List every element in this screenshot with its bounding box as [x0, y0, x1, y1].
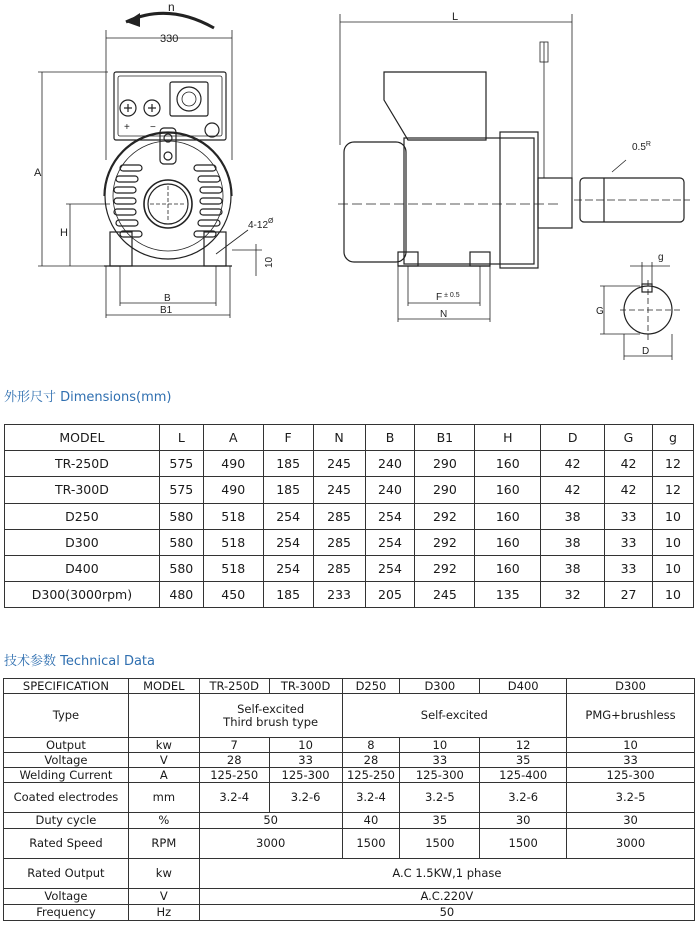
model-d300: D300: [400, 679, 480, 694]
rated-output-label: Rated Output: [4, 859, 129, 889]
dimensions-value-cell: 254: [263, 555, 313, 581]
dimensions-value-cell: 292: [415, 555, 475, 581]
dimensions-value-cell: 160: [475, 529, 541, 555]
header-b1: B1: [415, 425, 475, 451]
duty-d300: 35: [400, 813, 480, 829]
tr-type-cell: [199, 694, 342, 738]
dimensions-value-cell: 490: [203, 477, 263, 503]
duty-d250: 40: [342, 813, 400, 829]
tech-row-value: 3.2-6: [269, 783, 342, 813]
dimensions-value-cell: 185: [263, 477, 313, 503]
foot-thickness-label: 10: [264, 256, 275, 268]
dimensions-row: [5, 529, 694, 555]
header-g-upper: G: [605, 425, 653, 451]
aux-voltage-value: A.C.220V: [199, 889, 694, 905]
rated-output-value: A.C 1.5KW,1 phase: [199, 859, 694, 889]
speed-label: Rated Speed: [4, 829, 129, 859]
dimensions-value-cell: 42: [605, 477, 653, 503]
dimensions-value-cell: 32: [541, 582, 605, 608]
dimensions-value-cell: 160: [475, 555, 541, 581]
length-l-label: L: [452, 11, 459, 23]
tech-row-value: 3.2-4: [199, 783, 269, 813]
dimensions-value-cell: 518: [203, 529, 263, 555]
dimensions-value-cell: 160: [475, 477, 541, 503]
rated-output-row: [4, 859, 695, 889]
dimensions-table: [4, 424, 694, 608]
dimensions-value-cell: 10: [652, 529, 693, 555]
header-d: D: [541, 425, 605, 451]
technical-table: [3, 678, 695, 921]
dimensions-value-cell: 480: [159, 582, 203, 608]
technical-title: 技术参数 Technical Data: [4, 654, 155, 669]
model-tr250d: TR-250D: [199, 679, 269, 694]
shaft-detail: [574, 141, 690, 360]
spec-header: SPECIFICATION: [4, 679, 129, 694]
dimensions-value-cell: 292: [415, 529, 475, 555]
d-type-cell: Self-excited: [342, 694, 567, 738]
dimensions-value-cell: 518: [203, 555, 263, 581]
dimensions-value-cell: 575: [159, 477, 203, 503]
frequency-row: [4, 905, 695, 921]
key-g-label: G: [596, 306, 604, 317]
dimensions-value-cell: 240: [365, 451, 415, 477]
dimensions-value-cell: 580: [159, 503, 203, 529]
header-n: N: [313, 425, 365, 451]
tr-type-line2: Third brush type: [223, 714, 319, 729]
model-header: MODEL: [128, 679, 199, 694]
header-b: B: [365, 425, 415, 451]
tech-row: [4, 783, 695, 813]
frequency-label: Frequency: [4, 905, 129, 921]
dimensions-value-cell: 185: [263, 451, 313, 477]
dimensions-value-cell: 12: [652, 451, 693, 477]
dimensions-value-cell: 10: [652, 582, 693, 608]
dimensions-value-cell: 290: [415, 477, 475, 503]
header-a: A: [203, 425, 263, 451]
frequency-unit: Hz: [128, 905, 199, 921]
dimensions-value-cell: 292: [415, 503, 475, 529]
aux-voltage-row: [4, 889, 695, 905]
tech-row-label: Coated electrodes: [4, 783, 129, 813]
tech-row-value: 3.2-4: [342, 783, 400, 813]
dimensions-value-cell: 38: [541, 529, 605, 555]
dimensions-value-cell: 254: [263, 503, 313, 529]
dimensions-value-cell: 185: [263, 582, 313, 608]
height-a-label: A: [34, 167, 42, 179]
dimensions-value-cell: 245: [313, 451, 365, 477]
dimensions-value-cell: 245: [313, 477, 365, 503]
tech-row-value: 3.2-6: [480, 783, 567, 813]
dimensions-value-cell: 285: [313, 503, 365, 529]
dimensions-row: [5, 555, 694, 581]
tech-row-value: 33: [269, 753, 342, 768]
duty-row: [4, 813, 695, 829]
duty-label: Duty cycle: [4, 813, 129, 829]
tech-row-label: Voltage: [4, 753, 129, 768]
dimensions-value-cell: 254: [263, 529, 313, 555]
dimensions-value-cell: 518: [203, 503, 263, 529]
width-dim-label: 330: [160, 33, 179, 45]
duty-pmg: 30: [567, 813, 695, 829]
header-h: H: [475, 425, 541, 451]
header-f: F: [263, 425, 313, 451]
tech-row: [4, 768, 695, 783]
dim-f-label: F $^{\pm 0.5}$: [436, 292, 460, 303]
speed-unit: RPM: [128, 829, 199, 859]
dimensions-value-cell: 254: [365, 529, 415, 555]
tech-row-value: 33: [567, 753, 695, 768]
tech-row-value: 125-250: [199, 768, 269, 783]
side-view: [338, 11, 572, 322]
tech-simple-rows: [4, 738, 695, 813]
tech-row-value: 125-300: [400, 768, 480, 783]
shaft-radius-label: $0.5^R$: [632, 141, 651, 153]
model-d300-pmg: D300: [567, 679, 695, 694]
duty-tr: 50: [199, 813, 342, 829]
dimensions-value-cell: 33: [605, 555, 653, 581]
header-g-lower: g: [652, 425, 693, 451]
dimensions-value-cell: 580: [159, 529, 203, 555]
tech-header-row: [4, 679, 695, 694]
tech-row-label: Output: [4, 738, 129, 753]
tech-row-value: 28: [199, 753, 269, 768]
aux-voltage-unit: V: [128, 889, 199, 905]
dimensions-title: 外形尺寸 Dimensions(mm): [4, 390, 172, 405]
dimensions-value-cell: 285: [313, 555, 365, 581]
tech-row-label: Welding Current: [4, 768, 129, 783]
tech-row-value: 3.2-5: [400, 783, 480, 813]
type-row: [4, 694, 695, 738]
dimensions-row: [5, 477, 694, 503]
model-d250: D250: [342, 679, 400, 694]
tech-row-value: 8: [342, 738, 400, 753]
tech-row-unit: mm: [128, 783, 199, 813]
dimensions-model-cell: D300: [5, 529, 160, 555]
dimensions-value-cell: 42: [541, 477, 605, 503]
dimensions-model-cell: D400: [5, 555, 160, 581]
dimensions-value-cell: 42: [541, 451, 605, 477]
dimensions-value-cell: 10: [652, 555, 693, 581]
height-h-label: H: [60, 227, 68, 239]
dimensions-value-cell: 38: [541, 503, 605, 529]
tech-row-unit: A: [128, 768, 199, 783]
tech-row-value: 7: [199, 738, 269, 753]
speed-d250: 1500: [342, 829, 400, 859]
tech-row: [4, 753, 695, 768]
svg-text:+: +: [124, 122, 130, 133]
tech-row-value: 10: [567, 738, 695, 753]
pmg-type-cell: PMG+brushless: [567, 694, 695, 738]
header-l: L: [159, 425, 203, 451]
dimensions-row: [5, 503, 694, 529]
dimensions-row: [5, 582, 694, 608]
front-view: [34, 0, 275, 318]
tech-row-value: 125-300: [567, 768, 695, 783]
tech-row-value: 125-400: [480, 768, 567, 783]
base-b1-label: B1: [160, 305, 173, 316]
speed-d300: 1500: [400, 829, 480, 859]
dimensions-value-cell: 245: [415, 582, 475, 608]
dimensions-value-cell: 490: [203, 451, 263, 477]
dimensions-value-cell: 10: [652, 503, 693, 529]
tech-row-value: 3.2-5: [567, 783, 695, 813]
tech-row-value: 10: [400, 738, 480, 753]
technical-drawing: [0, 0, 697, 380]
dimensions-value-cell: 160: [475, 451, 541, 477]
tech-row-unit: V: [128, 753, 199, 768]
dimensions-header-row: [5, 425, 694, 451]
dim-n-label: N: [440, 309, 448, 320]
rated-output-unit: kw: [128, 859, 199, 889]
rotation-label: n: [168, 0, 175, 14]
dimensions-value-cell: 42: [605, 451, 653, 477]
dimensions-model-cell: D250: [5, 503, 160, 529]
dimensions-value-cell: 254: [365, 555, 415, 581]
tech-row-value: 28: [342, 753, 400, 768]
dimensions-value-cell: 135: [475, 582, 541, 608]
duty-d400: 30: [480, 813, 567, 829]
tech-row: [4, 738, 695, 753]
dimensions-row: [5, 451, 694, 477]
tech-row-value: 125-300: [269, 768, 342, 783]
tech-row-value: 12: [480, 738, 567, 753]
tech-row-value: 10: [269, 738, 342, 753]
dimensions-value-cell: 285: [313, 529, 365, 555]
dimensions-value-cell: 290: [415, 451, 475, 477]
bolt-holes-label: $4-12^Ø$: [248, 218, 274, 231]
svg-text:−: −: [150, 122, 156, 133]
key-g-small-label: g: [658, 252, 664, 263]
tr-type-line1: Self-excited: [237, 701, 305, 716]
dimensions-value-cell: 240: [365, 477, 415, 503]
base-b-label: B: [164, 293, 171, 304]
speed-d400: 1500: [480, 829, 567, 859]
tech-row-value: 125-250: [342, 768, 400, 783]
dimensions-value-cell: 160: [475, 503, 541, 529]
speed-tr: 3000: [199, 829, 342, 859]
dimensions-value-cell: 27: [605, 582, 653, 608]
type-label: Type: [4, 694, 129, 738]
dimensions-value-cell: 33: [605, 529, 653, 555]
header-model: MODEL: [5, 425, 160, 451]
type-unit-empty: [128, 694, 199, 738]
model-tr300d: TR-300D: [269, 679, 342, 694]
dimensions-value-cell: 450: [203, 582, 263, 608]
dimensions-table-body: [5, 451, 694, 608]
dimensions-value-cell: 38: [541, 555, 605, 581]
dimensions-model-cell: TR-250D: [5, 451, 160, 477]
tech-row-unit: kw: [128, 738, 199, 753]
aux-voltage-label: Voltage: [4, 889, 129, 905]
dimensions-value-cell: 33: [605, 503, 653, 529]
dimensions-value-cell: 575: [159, 451, 203, 477]
tech-row-value: 33: [400, 753, 480, 768]
dimensions-model-cell: TR-300D: [5, 477, 160, 503]
speed-row: [4, 829, 695, 859]
tech-row-value: 35: [480, 753, 567, 768]
dimensions-value-cell: 233: [313, 582, 365, 608]
model-d400: D400: [480, 679, 567, 694]
dimensions-value-cell: 12: [652, 477, 693, 503]
dimensions-value-cell: 205: [365, 582, 415, 608]
speed-pmg: 3000: [567, 829, 695, 859]
dimensions-value-cell: 580: [159, 555, 203, 581]
dimensions-model-cell: D300(3000rpm): [5, 582, 160, 608]
dimensions-value-cell: 254: [365, 503, 415, 529]
shaft-d-label: D: [642, 346, 650, 357]
frequency-value: 50: [199, 905, 694, 921]
duty-unit: %: [128, 813, 199, 829]
